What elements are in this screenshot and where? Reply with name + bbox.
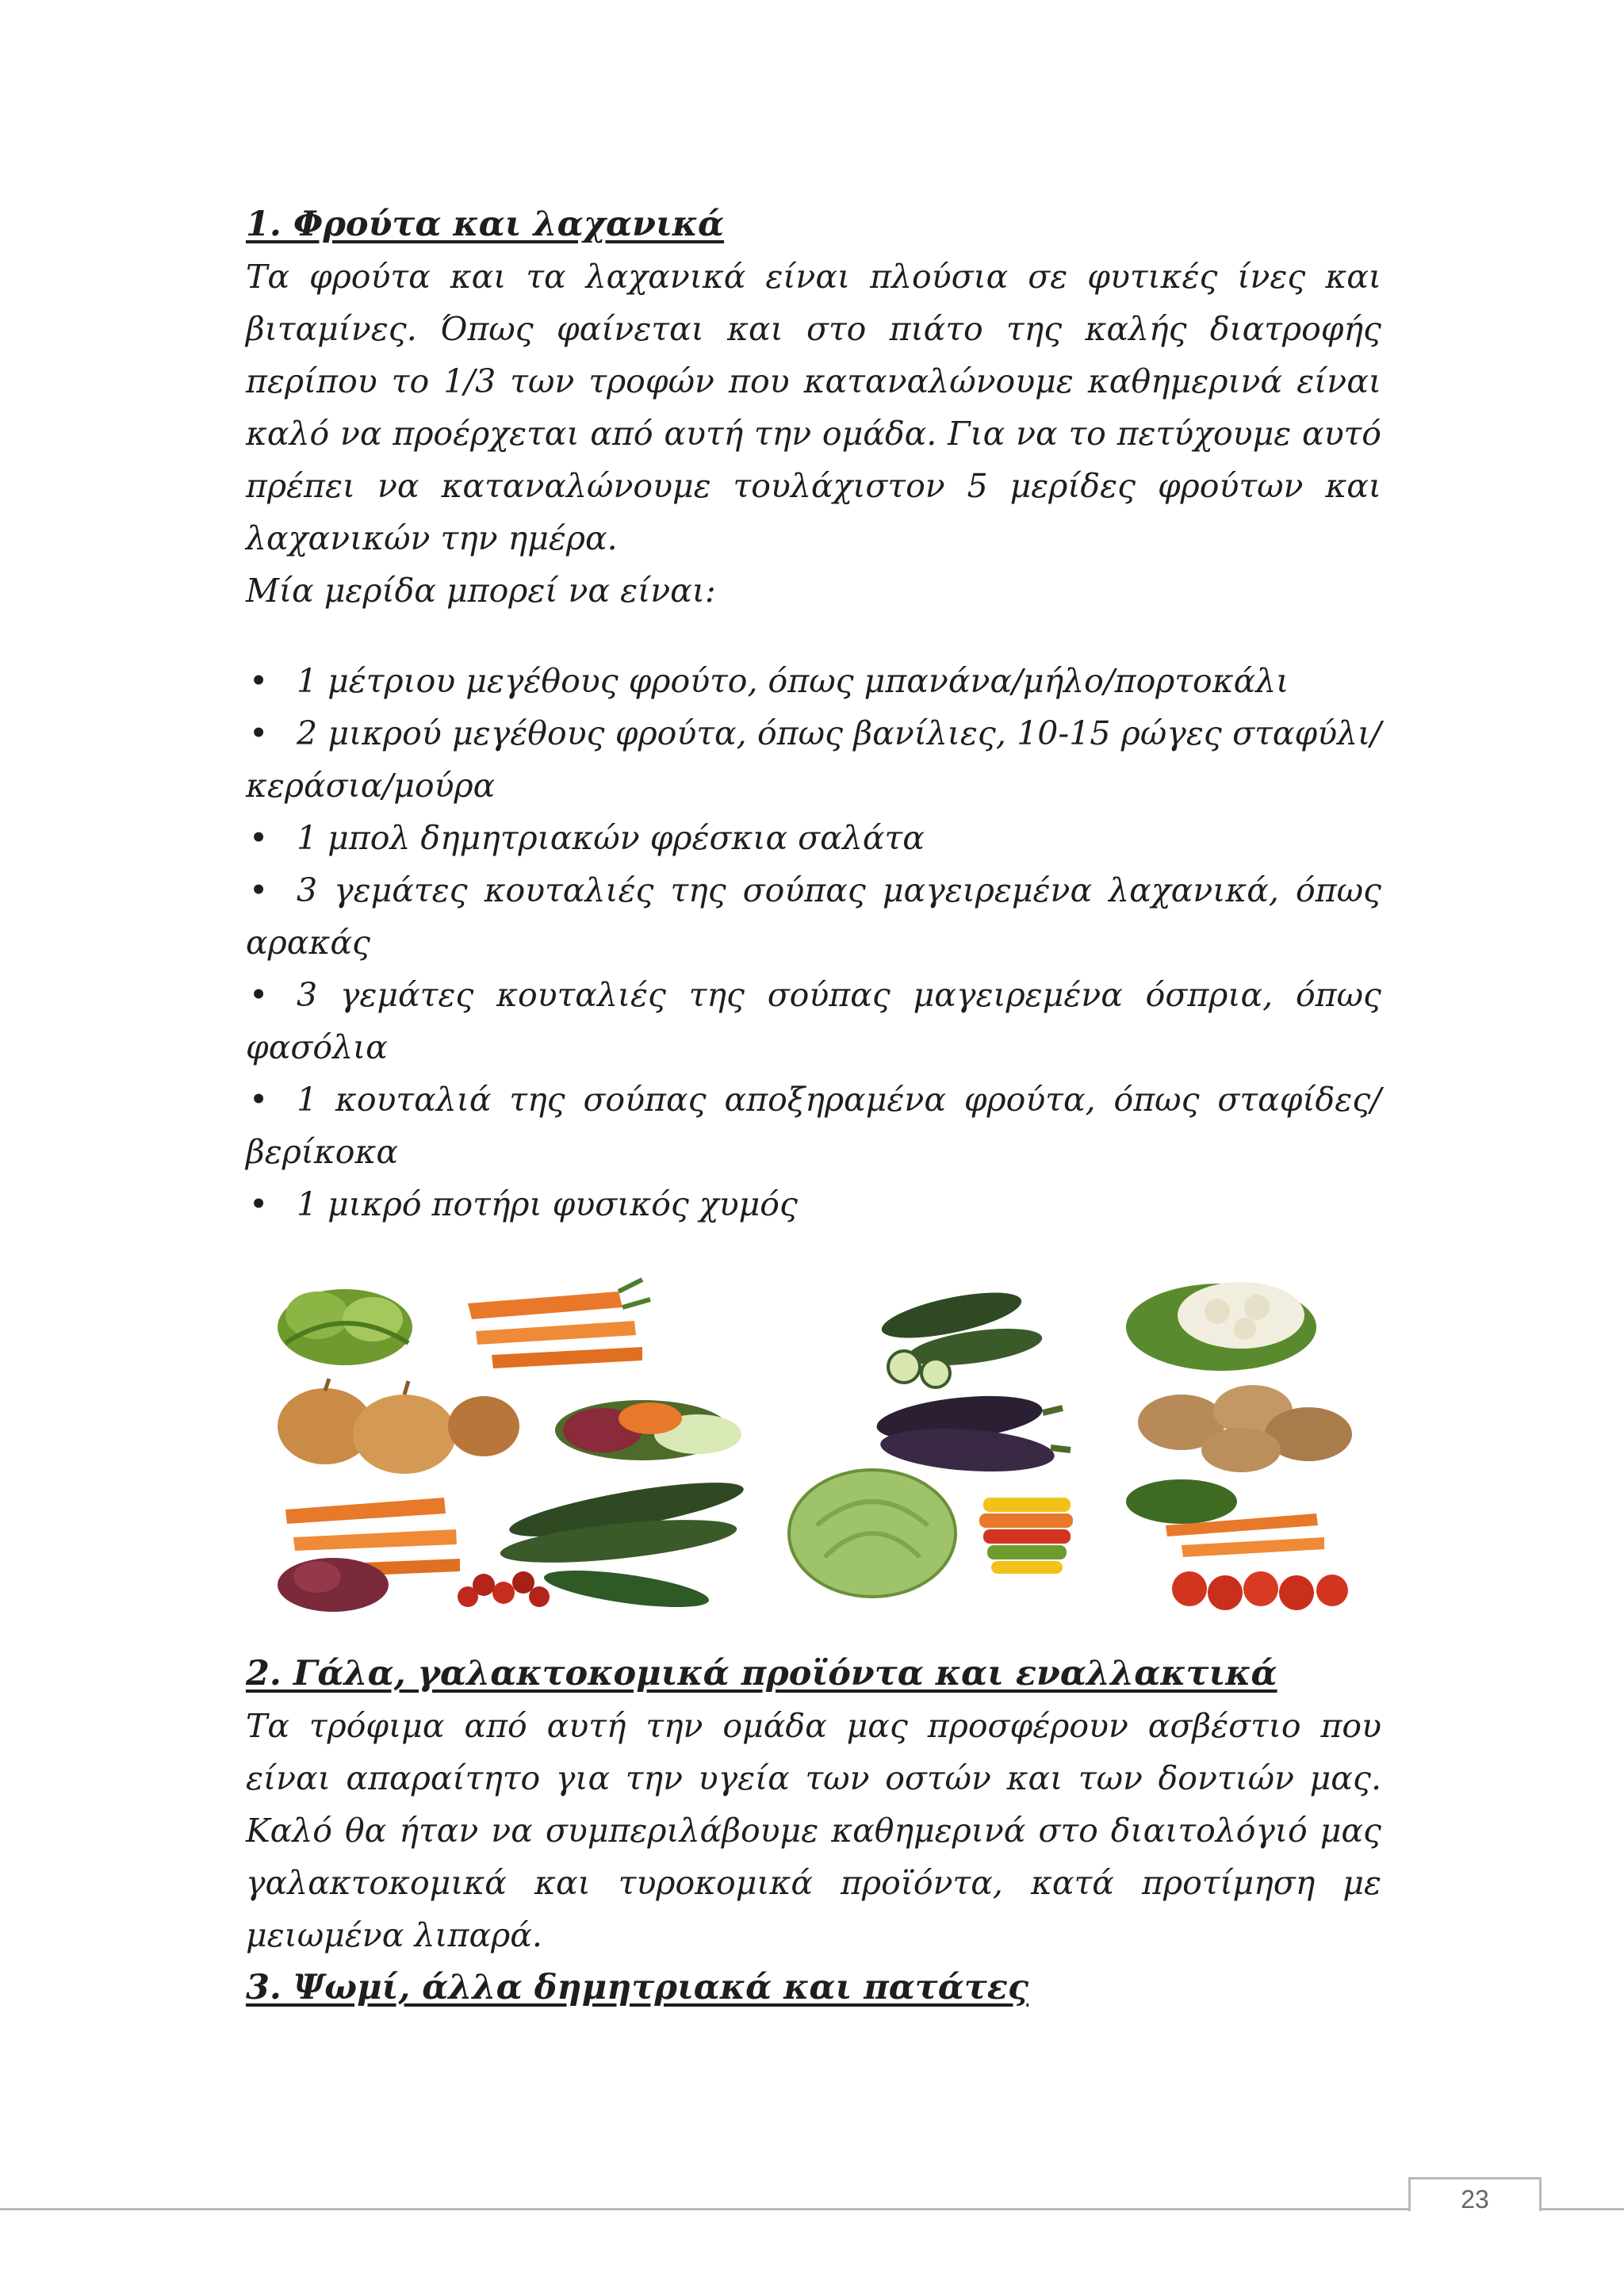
list-item: • 1 μέτριου μεγέθους φρούτο, όπως μπανάνα/μήλο/πορτοκάλι	[246, 655, 1381, 707]
section-heading-grains: 3. Ψωμί, άλλα δημητριακά και πατάτες	[246, 1968, 1029, 2007]
list-item: • 2 μικρού μεγέθους φρούτα, όπως βανίλιες, 10-15 ρώγες σταφύλι/κεράσια/μούρα	[246, 707, 1381, 812]
bullet-icon: •	[249, 1081, 269, 1119]
portion-list	[246, 655, 1381, 1230]
red-leaf-lettuce-icon	[278, 1558, 389, 1612]
bullet-icon: •	[249, 819, 269, 857]
section-paragraph-fruits-vegetables: Τα φρούτα και τα λαχανικά είναι πλούσια σε φυτικές ίνες και βιταμίνες. Όπως φαίνεται και στο πιάτο της καλής διατροφής περίπου το 1/3 των τροφών που καταναλώνουμε καθημερινά είναι καλό να προέρχεται από αυτή την ομάδα. Για να το πετύχουμε αυτό πρέπει να καταναλώνουμε τουλάχιστον 5 μερίδες φρούτων και λαχανικών την ημέρα.	[246, 258, 1381, 557]
bullet-icon: •	[249, 976, 269, 1014]
bullet-icon: •	[249, 662, 269, 700]
section-paragraph-dairy: Τα τρόφιμα από αυτή την ομάδα μας προσφέρουν ασβέστιο που είναι απαραίτητο για την υγεία των οστών και των δοντιών μας. Καλό θα ήταν να συμπεριλάβουμε καθημερινά στο διαιτολόγιό μας γαλακτοκομικά και τυροκομικά προϊόντα, κατά προτίμηση με μειωμένα λιπαρά.	[246, 1707, 1381, 1954]
document-body	[246, 198, 1381, 2014]
portion-intro: Μία μερίδα μπορεί να είναι:	[246, 572, 716, 610]
list-item: • 1 κουταλιά της σούπας αποξηραμένα φρούτα, όπως σταφίδες/βερίκοκα	[246, 1073, 1381, 1178]
footer-divider	[0, 2208, 1624, 2210]
lettuce-icon	[278, 1289, 412, 1365]
list-item: • 1 μπολ δημητριακών φρέσκια σαλάτα	[246, 812, 1381, 864]
bullet-icon: •	[249, 871, 269, 909]
vegetables-illustration	[270, 1272, 1380, 1613]
vegetables-photo	[270, 1272, 1380, 1613]
section-heading-dairy: 2. Γάλα, γαλακτοκομικά προϊόντα και εναλλακτικά	[246, 1654, 1277, 1693]
list-item: • 3 γεμάτες κουταλιές της σούπας μαγειρεμένα λαχανικά, όπως αρακάς	[246, 864, 1381, 969]
list-item: • 3 γεμάτες κουταλιές της σούπας μαγειρεμένα όσπρια, όπως φασόλια	[246, 969, 1381, 1073]
section-heading-fruits-vegetables: 1. Φρούτα και λαχανικά	[246, 205, 725, 244]
list-item: • 1 μικρό ποτήρι φυσικός χυμός	[246, 1178, 1381, 1230]
bullet-icon: •	[249, 1185, 269, 1223]
bullet-icon: •	[249, 714, 269, 752]
cabbage-icon	[789, 1470, 956, 1597]
page-number: 23	[1408, 2177, 1542, 2211]
